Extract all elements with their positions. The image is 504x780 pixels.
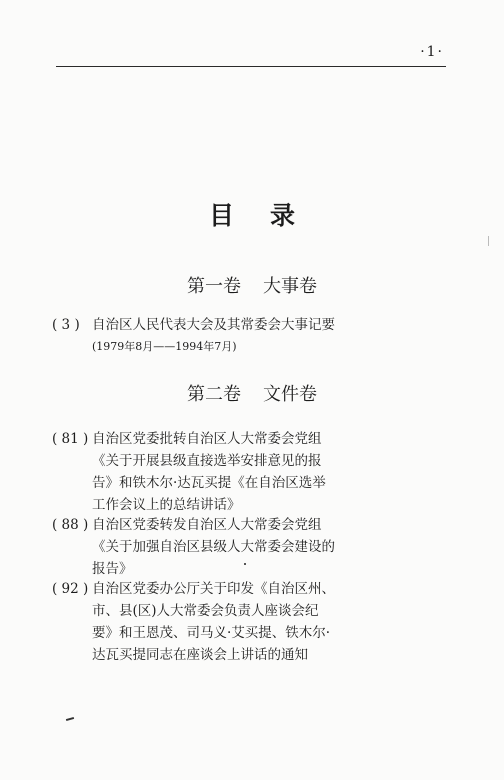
title-char-1: 目: [208, 201, 234, 230]
scan-mark: [488, 236, 489, 246]
entry-title-line: 《关于加强自治区县级人大常委会建设的: [92, 539, 335, 555]
entry-page-number: ( 81 ): [52, 431, 89, 447]
volume-2-name: 第二卷: [187, 384, 241, 405]
entry-title-line: 告》和铁木尔·达瓦买提《在自治区选举: [92, 475, 326, 491]
page-title: [0, 196, 504, 232]
entry-title-line: 自治区党委办公厅关于印发《自治区州、: [92, 581, 335, 597]
entry-title-line: 工作会议上的总结讲话》: [92, 497, 241, 513]
volume-1-subtitle: 大事卷: [263, 276, 317, 297]
entry-title-line: 报告》: [92, 561, 133, 577]
toc-entry-3[interactable]: [52, 314, 392, 358]
volume-1-heading: [0, 272, 504, 298]
toc-entry-88[interactable]: [52, 514, 392, 580]
entry-title-line: 要》和王恩茂、司马义·艾买提、铁木尔·: [92, 625, 331, 641]
scan-speck: [66, 717, 74, 721]
entry-title-line: 市、县(区)人大常委会负责人座谈会纪: [92, 603, 319, 619]
page-number: ·1·: [420, 44, 444, 60]
entry-page-number: ( 92 ): [52, 581, 89, 597]
entry-page-number: ( 3 ): [52, 317, 80, 333]
scan-dot: [244, 563, 246, 565]
toc-entry-81[interactable]: [52, 428, 392, 516]
title-char-2: 录: [270, 201, 296, 230]
entry-date-note: (1979年8月——1994年7月): [92, 340, 237, 353]
entry-title-line: 自治区人民代表大会及其常委会大事记要: [92, 317, 335, 333]
header-rule: [56, 66, 446, 67]
entry-title-line: 达瓦买提同志在座谈会上讲话的通知: [92, 647, 308, 663]
entry-title-line: 自治区党委转发自治区人大常委会党组: [92, 517, 322, 533]
entry-title-line: 《关于开展县级直接选举安排意见的报: [92, 453, 322, 469]
volume-1-name: 第一卷: [187, 276, 241, 297]
entry-page-number: ( 88 ): [52, 517, 89, 533]
volume-2-subtitle: 文件卷: [263, 384, 317, 405]
entry-title-line: 自治区党委批转自治区人大常委会党组: [92, 431, 322, 447]
volume-2-heading: [0, 380, 504, 406]
toc-entry-92[interactable]: [52, 578, 392, 666]
